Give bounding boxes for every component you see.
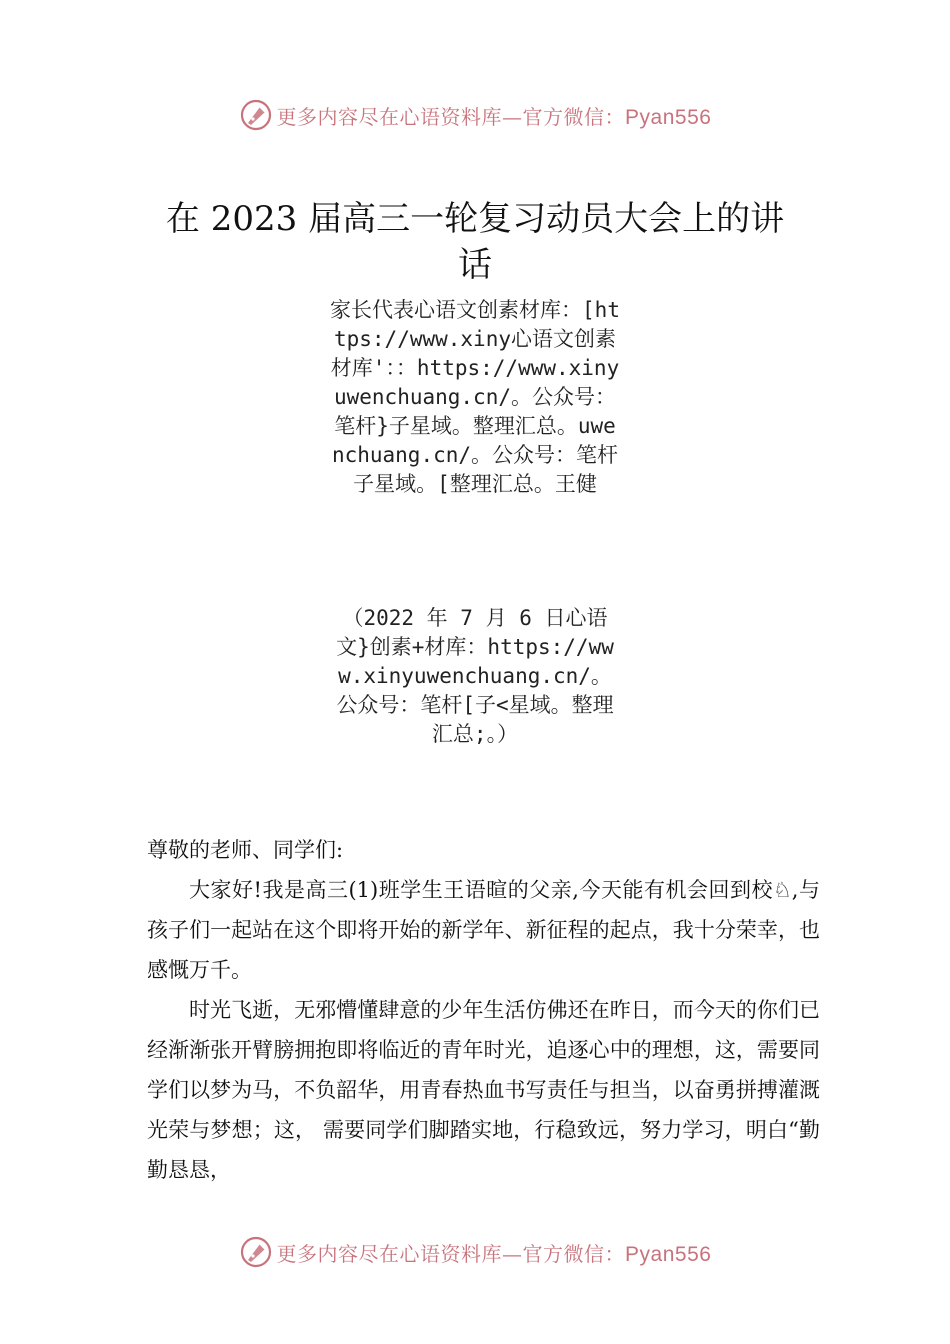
author-line: 家长代表心语文创素材库：[https://www.xiny心语文创素材库'：：https://www.xinyuwenchuang.cn/。公众号：笔杆}子星域。整理汇总。uwenchuang.cn/。公众号：笔杆子星域。[整理汇总。王健 [330, 298, 620, 496]
salutation: 尊敬的老师、同学们: [147, 838, 344, 862]
paragraph: 大家好!我是高三(1)班学生王语暄的父亲,今天能有机会回到校♘,与孩子们一起站在这个即将开始的新学年、新征程的起点，我十分荣幸，也感慨万千。 [147, 878, 820, 982]
banner-brand: Pyan556 [625, 1242, 712, 1266]
date-line: （2022 年 7 月 6 日心语文}创素+材库：https://www.xinyuwenchuang.cn/。公众号：笔杆[子<星域。整理汇总;。） [336, 606, 614, 746]
pen-nib-logo-icon [239, 98, 273, 132]
footer-banner [0, 1232, 950, 1272]
banner-text: 更多内容尽在心语资料库—官方微信：Pyan556 [276, 1241, 712, 1266]
paragraph: 时光飞逝，无邪懵懂肆意的少年生活仿佛还在昨日，而今天的你们已经渐渐张开臂膀拥抱即将临近的青年时光，追逐心中的理想，这，需要同学们以梦为马，不负韶华，用青春热血书写责任与担当，以奋勇拼搏灌溉光荣与梦想；这， 需要同学们脚踏实地，行稳致远，努力学习，明白“勤勤恳恳， [147, 998, 820, 1182]
document-title: 在 2023 届高三一轮复习动员大会上的讲话 [165, 199, 785, 285]
pen-nib-logo-icon [239, 1235, 273, 1269]
banner-text: 更多内容尽在心语资料库—官方微信：Pyan556 [276, 104, 712, 129]
document-body [147, 830, 820, 1190]
header-banner [0, 95, 950, 135]
banner-brand: Pyan556 [625, 105, 712, 129]
